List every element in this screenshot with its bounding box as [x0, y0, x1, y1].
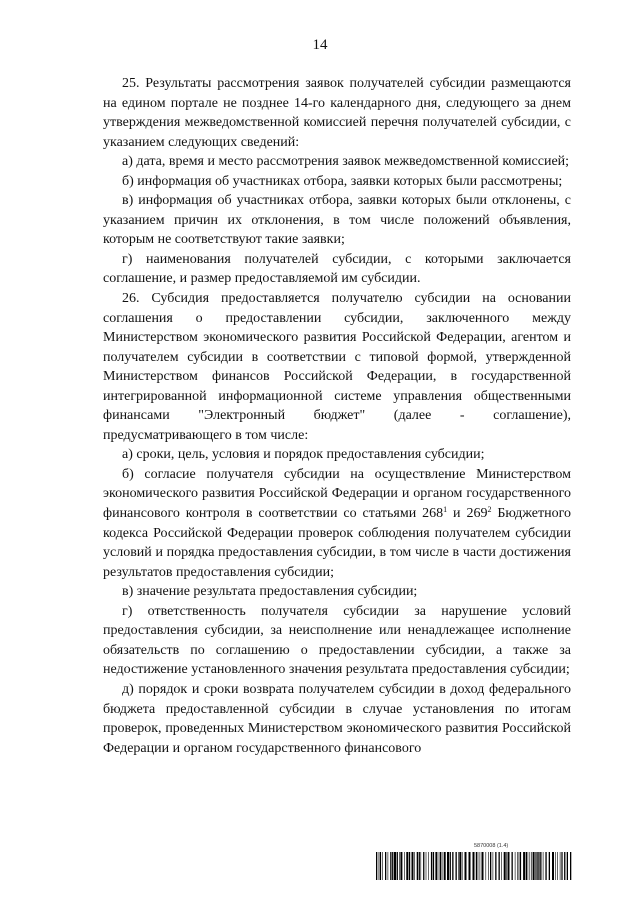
paragraph-26b-text-2: и 269	[447, 506, 488, 522]
paragraph-26b-text-3: Бюджетного кодекса Российской Федерации проверок соблюдения получателем субсидии условий и порядка предоставления субсидии, в том числе в части достижения результатов предоставления субсидии;	[103, 506, 571, 580]
paragraph-26b	[103, 465, 571, 582]
paragraph-26b-text-1: б) согласие получателя субсидии на осуществление Министерством экономического развития Российской Федерации и органом государственного финансового контроля в соответствии со статьями 268	[103, 466, 571, 522]
paragraph-26a: а) сроки, цель, условия и порядок предоставления субсидии;	[122, 447, 485, 463]
paragraph-26d: д) порядок и сроки возврата получателем субсидии в доход федерального бюджета предоставленной субсидии в случае установления по итогам проверок, проведенных Министерством экономического развития Российской Федерации и органом государственного финансового	[103, 681, 571, 756]
paragraph-25a: а) дата, время и место рассмотрения заявок межведомственной комиссией;	[122, 154, 570, 170]
document-body	[103, 74, 571, 758]
paragraph-25b: б) информация об участниках отбора, заявки которых были рассмотрены;	[122, 173, 563, 189]
paragraph-25d: г) наименования получателей субсидии, с которыми заключается соглашение, и размер предоставляемой им субсидии.	[103, 251, 571, 287]
page-number: 14	[312, 37, 328, 53]
footnote-superscript-2: 2	[487, 505, 492, 515]
paragraph-26v: в) значение результата предоставления субсидии;	[122, 584, 418, 600]
footnote-superscript-1: 1	[443, 505, 448, 515]
barcode	[376, 852, 572, 880]
document-code: 5870008 (1.4)	[474, 843, 509, 849]
paragraph-25: 25. Результаты рассмотрения заявок получателей субсидии размещаются на едином портале не позднее 14-го календарного дня, следующего за днем утверждения межведомственной комиссией перечня получателей субсидии, с указанием следующих сведений:	[103, 76, 571, 150]
paragraph-25c: в) информация об участниках отбора, заявки которых были отклонены, с указанием причин их отклонения, в том числе положений объявления, которым не соответствуют такие заявки;	[103, 193, 571, 248]
paragraph-26: 26. Субсидия предоставляется получателю субсидии на основании соглашения о предоставлении субсидии, заключенного между Министерством экономического развития Российской Федерации, агентом и получателем субсидии в соответствии с типовой формой, утвержденной Министерством финансов Российской Федерации, в государственной интегрированной информационной системе управления общественными финансами "Электронный бюджет" (далее - соглашение), предусматривающего в том числе:	[103, 291, 571, 443]
paragraph-26g: г) ответственность получателя субсидии за нарушение условий предоставления субсидии, за неисполнение или ненадлежащее исполнение обязательств по соглашению о предоставлении субсидии, а также за недостижение установленного значения результата предоставления субсидии;	[103, 603, 571, 678]
